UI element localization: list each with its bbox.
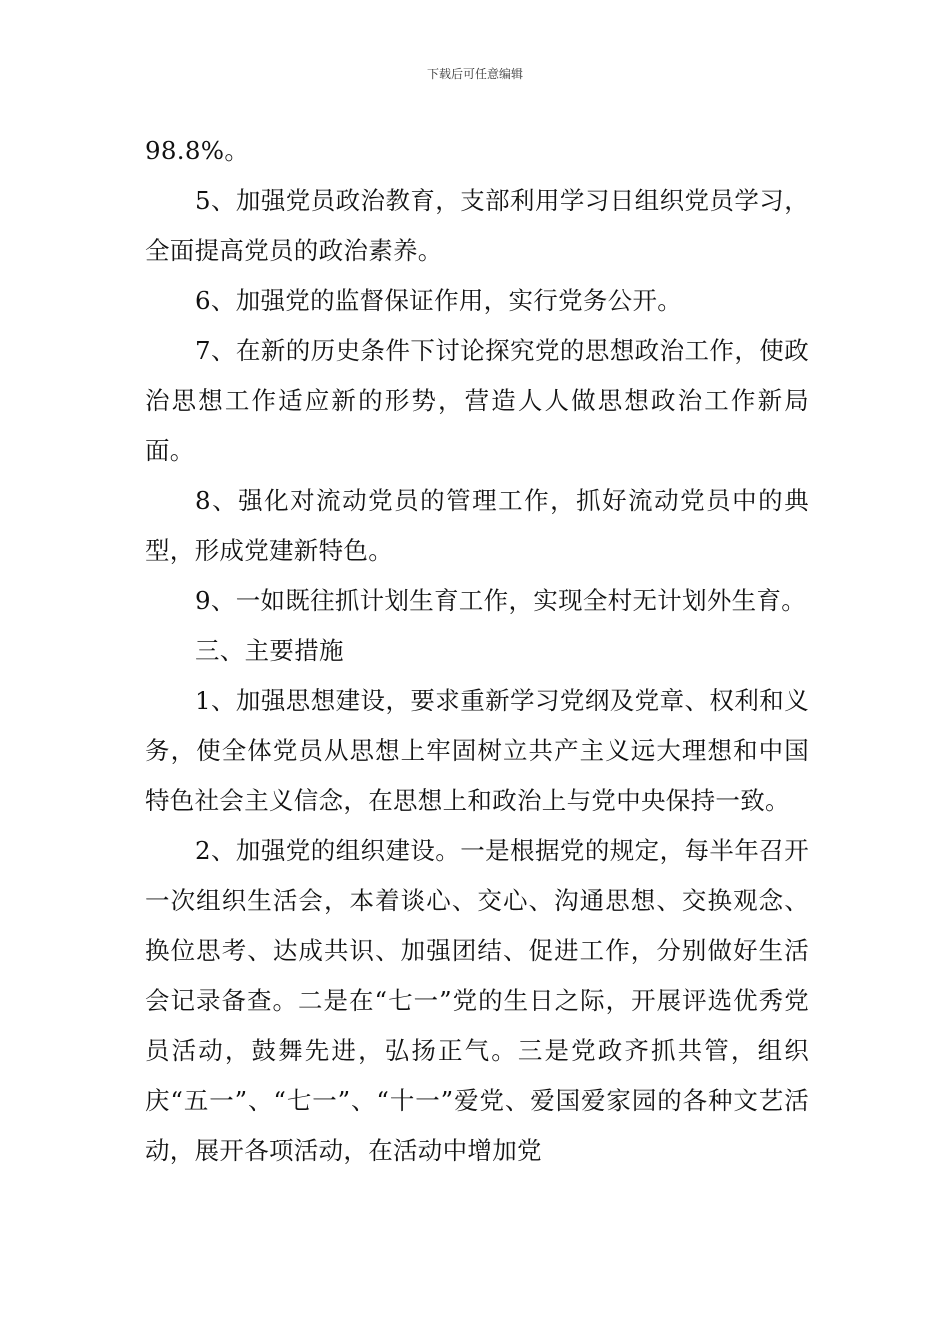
paragraph-continuation: 98.8%。 bbox=[145, 136, 250, 165]
paragraph-item-9: 9、一如既往抓计划生育工作，实现全村无计划外生育。 bbox=[195, 586, 807, 615]
section-heading-main-measures: 三、主要措施 bbox=[195, 636, 344, 665]
paragraph-item-7: 7、在新的历史条件下讨论探究党的思想政治工作，使政治思想工作适应新的形势，营造人人做思想政治工作新局面。 bbox=[145, 336, 809, 465]
paragraph-item-6: 6、加强党的监督保证作用，实行党务公开。 bbox=[195, 286, 683, 315]
paragraph-item-5: 5、加强党员政治教育，支部利用学习日组织党员学习，全面提高党员的政治素养。 bbox=[145, 186, 809, 265]
paragraph-measure-2: 2、加强党的组织建设。一是根据党的规定，每半年召开一次组织生活会，本着谈心、交心、沟通思想、交换观念、换位思考、达成共识、加强团结、促进工作，分别做好生活会记录备查。二是在“七一”党的生日之际，开展评选优秀党员活动，鼓舞先进，弘扬正气。三是党政齐抓共管，组织庆“五一”、“七一”、“十一”爱党、爱国爱家园的各种文艺活动，展开各项活动，在活动中增加党 bbox=[145, 836, 809, 1165]
page-header-note: 下载后可任意编辑 bbox=[426, 67, 523, 81]
document-body bbox=[145, 126, 809, 1176]
paragraph-item-8: 8、强化对流动党员的管理工作，抓好流动党员中的典型，形成党建新特色。 bbox=[145, 486, 809, 565]
paragraph-measure-1: 1、加强思想建设，要求重新学习党纲及党章、权利和义务，使全体党员从思想上牢固树立共产主义远大理想和中国特色社会主义信念，在思想上和政治上与党中央保持一致。 bbox=[145, 686, 809, 815]
